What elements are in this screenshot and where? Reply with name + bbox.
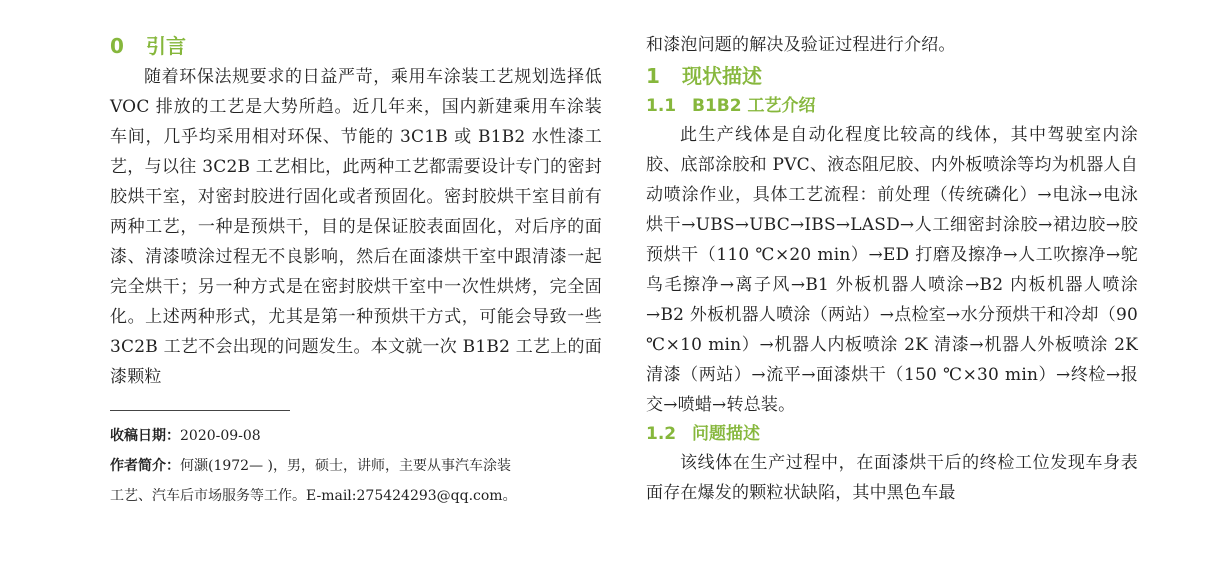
left-column (110, 30, 602, 511)
section-number: 0 (110, 34, 124, 58)
received-label: 收稿日期： (110, 428, 180, 444)
subsection-heading-b1b2 (646, 92, 1138, 120)
intro-paragraph: 随着环保法规要求的日益严苛，乘用车涂装工艺规划选择低 VOC 排放的工艺是大势所趋。近几年来，国内新建乘用车涂装车间，几乎均采用相对环保、节能的 3C1B 或 B1B2 水性漆工艺，与以往 3C2B 工艺相比，此两种工艺都需要设计专门的密封胶烘干室，对密封胶进行固化或者预固化。密封胶烘干室目前有两种工艺，一种是预烘干，目的是保证胶表面固化，对后序的面漆、清漆喷涂过程无不良影响，然后在面漆烘干室中跟清漆一起完全烘干；另一种方式是在密封胶烘干室中一次性烘烤，完全固化。上述两种形式，尤其是第一种预烘干方式，可能会导致一些 3C2B 工艺不会出现的问题发生。本文就一次 B1B2 工艺上的面漆颗粒 (110, 67, 602, 387)
subsection-title: 问题描述 (692, 424, 760, 444)
section-title: 现状描述 (682, 64, 762, 88)
process-paragraph: 此生产线体是自动化程度比较高的线体，其中驾驶室内涂胶、底部涂胶和 PVC、液态阻尼胶、内外板喷涂等均为机器人自动喷涂作业，具体工艺流程：前处理（传统磷化）→电泳→电泳烘干→UBS→UBC→IBS→LASD→人工细密封涂胶→裙边胶→胶预烘干（110 ℃×20 min）→ED 打磨及擦净→人工吹擦净→鸵鸟毛擦净→离子风→B1 外板机器人喷涂→B2 内板机器人喷涂→B2 外板机器人喷涂（两站）→点检室→水分预烘干和冷却（90 ℃×10 min）→机器人内板喷涂 2K 清漆→机器人外板喷涂 2K 清漆（两站）→流平→面漆烘干（150 ℃×30 min）→终检→报交→喷蜡→转总装。 (646, 125, 1138, 415)
section-number: 1 (646, 64, 660, 88)
right-column (646, 30, 1138, 508)
received-date (110, 421, 602, 451)
footnote (110, 421, 602, 511)
problem-paragraph: 该线体在生产过程中，在面漆烘干后的终检工位发现车身表面存在爆发的颗粒状缺陷，其中黑色车最 (646, 453, 1138, 503)
received-value: 2020-09-08 (180, 428, 261, 444)
section-heading-status (646, 60, 1138, 92)
footnote-divider (110, 410, 290, 411)
continued-paragraph: 和漆泡问题的解决及验证过程进行介绍。 (646, 35, 956, 55)
author-bio (110, 451, 602, 481)
author-line-1: 何灏(1972— )，男，硕士，讲师，主要从事汽车涂装 (180, 458, 512, 474)
subsection-heading-problem (646, 420, 1138, 448)
subsection-number: 1.1 (646, 96, 677, 116)
subsection-number: 1.2 (646, 424, 677, 444)
author-bio-continued: 工艺、汽车后市场服务等工作。E-mail:275424293@qq.com。 (110, 488, 517, 504)
subsection-title: B1B2 工艺介绍 (692, 96, 816, 116)
author-label: 作者简介： (110, 458, 180, 474)
section-title: 引言 (146, 34, 186, 58)
section-heading-introduction (110, 30, 602, 62)
